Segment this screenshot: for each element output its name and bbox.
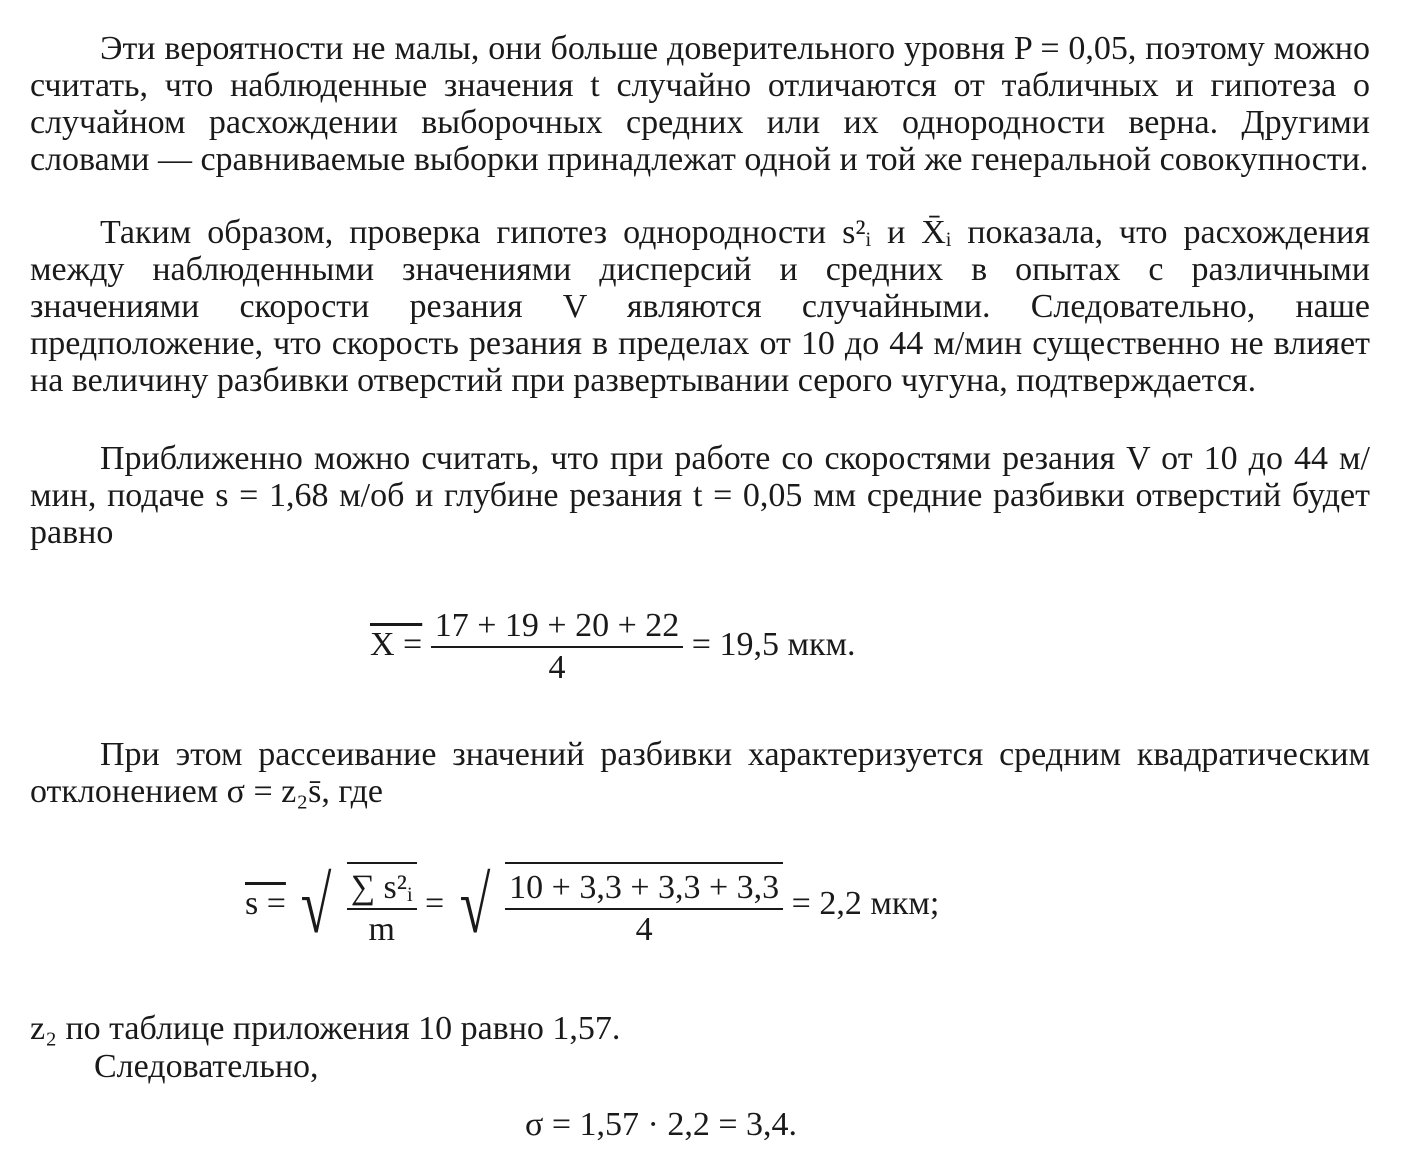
- equation-mean: [370, 606, 856, 688]
- paragraph-probabilities: Эти вероятности не малы, они больше доверительного уровня P = 0,05, поэтому можно считать, что наблюденные значения t случайно отличаются от табличных и гипотеза о случайном расхождении выборочных средних или их однородности верна. Другими словами — сравниваемые выборки принадлежат одной и той же генеральной совокупности.: [30, 30, 1370, 178]
- paragraph-dispersion: При этом рассеивание значений разбивки характеризуется средним квадратическим отклонением σ = z₂s̄, где: [30, 736, 1370, 810]
- eq2-numerator-2: 10 + 3,3 + 3,3 + 3,3: [505, 868, 783, 910]
- paragraph-homogeneity-check: Таким образом, проверка гипотез однородности s²ᵢ и X̄ᵢ показала, что расхождения между наблюденными значениями дисперсий и средних в опытах с различными значениями скорости резания V являются случайными. Следовательно, наше предположение, что скорость резания в пределах от 10 до 44 м/мин существенно не влияет на величину разбивки отверстий при развертывании серого чугуна, подтверждается.: [30, 214, 1370, 399]
- eq2-radicand-1: [347, 862, 417, 950]
- eq2-numerator-1: ∑ s²ᵢ: [347, 868, 417, 910]
- eq1-fraction: [431, 606, 684, 688]
- eq1-denominator: 4: [548, 649, 566, 686]
- eq1-result: = 19,5 мкм.: [691, 625, 856, 663]
- paragraph-approximation: Приближенно можно считать, что при работе со скоростями резания V от 10 до 44 м/мин, подаче s = 1,68 м/об и глубине резания t = 0,05 мм средние разбивки отверстий будет равно: [30, 440, 1370, 551]
- eq1-numerator: 17 + 19 + 20 + 22: [431, 606, 684, 648]
- equation-std: [245, 862, 939, 950]
- eq2-denominator-1: m: [368, 911, 395, 948]
- eq2-fraction-1: [347, 868, 417, 950]
- eq2-middle: =: [425, 884, 445, 922]
- paragraph-therefore: Следовательно,: [94, 1048, 319, 1085]
- radical-icon: √: [459, 862, 491, 950]
- eq2-lhs: s =: [245, 884, 286, 922]
- eq2-fraction-2: [505, 868, 783, 950]
- eq1-lhs: X =: [370, 625, 423, 663]
- equation-sigma: σ = 1,57 · 2,2 = 3,4.: [525, 1106, 797, 1143]
- paragraph-z2: z₂ по таблице приложения 10 равно 1,57.: [30, 1010, 621, 1047]
- eq2-result: = 2,2 мкм;: [791, 884, 940, 922]
- radical-icon: √: [300, 862, 332, 950]
- eq2-denominator-2: 4: [635, 911, 653, 948]
- eq2-radicand-2: [505, 862, 783, 950]
